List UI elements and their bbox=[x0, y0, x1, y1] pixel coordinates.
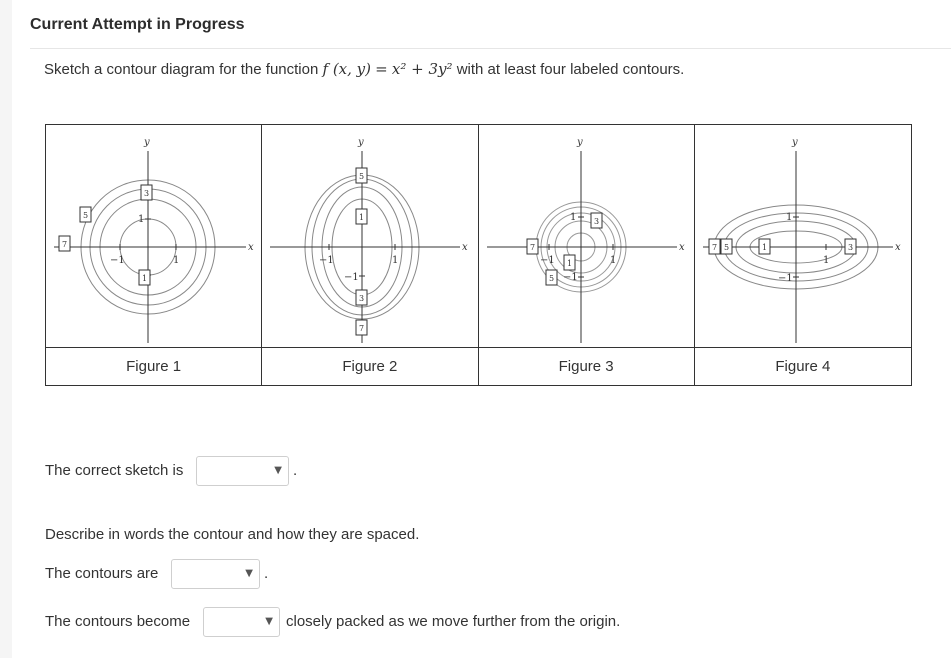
figure-2-label-3: 3 bbox=[359, 294, 365, 303]
figure-1-label-7: 7 bbox=[62, 240, 68, 249]
question-prefix: Sketch a contour diagram for the function bbox=[44, 61, 319, 78]
figure-1-caption: Figure 1 bbox=[46, 348, 262, 385]
figure-2-label-1: 1 bbox=[359, 213, 365, 222]
contours-become-select[interactable] bbox=[203, 607, 280, 637]
figure-2-plot bbox=[262, 125, 478, 348]
question-prompt bbox=[44, 60, 684, 78]
figure-1-x-tick-neg: −1 bbox=[110, 255, 125, 266]
figure-4-label-7: 7 bbox=[711, 243, 717, 252]
figure-4-x-tick-pos: 1 bbox=[822, 255, 830, 266]
contours-become-label: The contours become bbox=[45, 613, 191, 630]
figure-4-caption: Figure 4 bbox=[775, 358, 831, 375]
figure-2-y-label: y bbox=[358, 137, 364, 148]
attempt-heading: Current Attempt in Progress bbox=[30, 16, 245, 33]
sketch-period: . bbox=[293, 462, 298, 479]
figure-2-x-tick-neg: −1 bbox=[319, 255, 334, 266]
figure-3-label-7: 7 bbox=[529, 243, 535, 252]
contours-are-label: The contours are bbox=[45, 565, 159, 582]
figure-2-x-tick-pos: 1 bbox=[392, 255, 399, 266]
function-lhs: f (x, y) bbox=[322, 60, 371, 78]
question-panel bbox=[12, 0, 951, 658]
figure-2-label-7: 7 bbox=[359, 324, 365, 333]
function-rhs: x² + 3y² bbox=[391, 60, 453, 78]
figure-3-plot bbox=[479, 125, 695, 348]
figure-1-label-1: 1 bbox=[142, 274, 148, 283]
figure-4-x-label: x bbox=[894, 242, 901, 253]
figure-4-label-1: 1 bbox=[761, 243, 767, 252]
figure-3-label-3: 3 bbox=[593, 217, 599, 226]
figure-4-y-tick-pos: 1 bbox=[785, 212, 793, 223]
figure-2-x-label: x bbox=[462, 242, 468, 253]
figure-3-y-tick-neg: −1 bbox=[562, 272, 578, 283]
figure-2-caption: Figure 2 bbox=[262, 348, 478, 385]
figure-1-y-label: y bbox=[144, 137, 150, 148]
describe-instruction: Describe in words the contour and how they are spaced. bbox=[45, 526, 420, 543]
figure-3-y-tick-pos: 1 bbox=[569, 212, 576, 223]
figure-3-x-tick-neg: −1 bbox=[539, 255, 555, 266]
chevron-down-icon: ▼ bbox=[265, 616, 273, 627]
chevron-down-icon: ▼ bbox=[274, 465, 282, 476]
figure-1-y-tick-pos: 1 bbox=[138, 214, 145, 225]
figure-4-y-tick-neg: −1 bbox=[777, 273, 793, 284]
header-divider bbox=[30, 48, 951, 49]
figure-1-x-tick-pos: 1 bbox=[173, 255, 180, 266]
figure-3-x-tick-pos: 1 bbox=[609, 255, 616, 266]
figure-table bbox=[45, 124, 912, 386]
figure-4-label-3: 3 bbox=[847, 243, 853, 252]
figure-4-plot bbox=[695, 125, 911, 348]
question-suffix: with at least four labeled contours. bbox=[456, 61, 685, 78]
chevron-down-icon: ▼ bbox=[245, 568, 253, 579]
figure-3-y-label: y bbox=[576, 137, 583, 148]
figure-3-x-label: x bbox=[678, 242, 685, 253]
figure-3-label-5: 5 bbox=[548, 274, 554, 283]
contours-are-period: . bbox=[264, 565, 269, 582]
figure-4-label-5: 5 bbox=[723, 243, 729, 252]
figure-2-y-tick-neg: −1 bbox=[344, 272, 359, 283]
figure-1-plot bbox=[46, 125, 262, 348]
figure-3-label-1: 1 bbox=[566, 259, 572, 268]
contours-are-select[interactable] bbox=[171, 559, 260, 589]
equals-sign: = bbox=[375, 60, 388, 78]
figure-2-label-5: 5 bbox=[359, 172, 365, 181]
figure-1-x-label: x bbox=[248, 242, 254, 253]
figure-3-caption: Figure 3 bbox=[479, 348, 695, 385]
sketch-select[interactable] bbox=[196, 456, 289, 486]
figure-1-label-3: 3 bbox=[144, 189, 150, 198]
figure-4-y-label: y bbox=[791, 137, 798, 148]
contours-become-suffix: closely packed as we move further from the origin. bbox=[286, 613, 621, 630]
sketch-question-label: The correct sketch is bbox=[45, 462, 184, 479]
figure-1-label-5: 5 bbox=[83, 211, 89, 220]
